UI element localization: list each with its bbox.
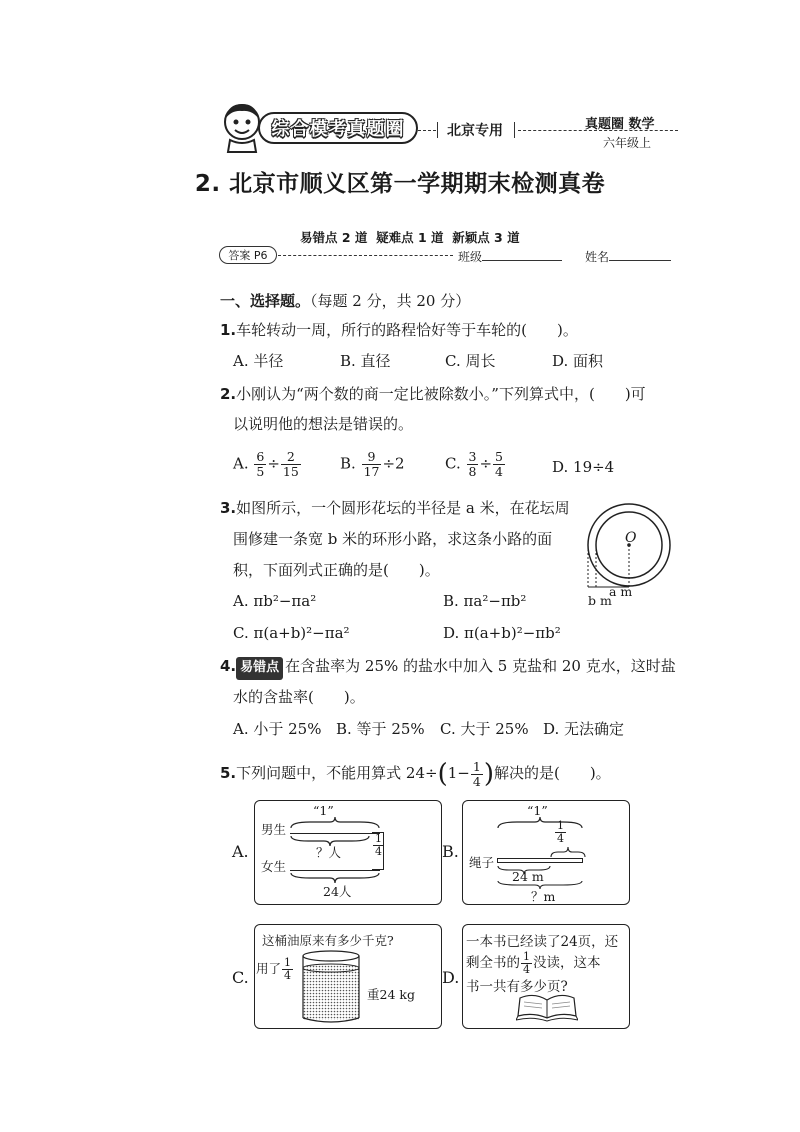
- answer-dash: [278, 255, 453, 256]
- panel-a-label: A.: [232, 842, 249, 861]
- question-4-line-2: 水的含盐率( )。: [233, 688, 365, 706]
- q3-option-b: B. πa²−πb²: [443, 592, 527, 610]
- panel-b-length: 24 m: [512, 869, 544, 884]
- class-field: 班级: [458, 248, 562, 265]
- question-3-line-3: 积，下面列式正确的是( )。: [233, 561, 440, 579]
- answer-reference: 答案 P6: [219, 246, 277, 264]
- q1-option-d: D. 面积: [552, 352, 604, 370]
- girls-bar: [290, 870, 380, 871]
- q1-option-b: B. 直径: [340, 352, 391, 370]
- q4-option-d: D. 无法确定: [543, 720, 625, 738]
- brace-top: [290, 816, 380, 830]
- question-3-line-1: 3.如图所示，一个圆形花坛的半径是 a 米，在花坛周: [220, 499, 570, 517]
- panel-a-question: ？人: [316, 845, 342, 860]
- q1-option-a: A. 半径: [233, 352, 284, 370]
- brace-top: [497, 816, 583, 830]
- question-5: 5.下列问题中，不能用算式 24÷(1− $\frac{1}{4}$ )解决的是( )。: [220, 758, 611, 789]
- panel-c-label: C.: [232, 968, 249, 987]
- header-divider: [514, 122, 515, 138]
- panel-b-label: B.: [442, 842, 459, 861]
- error-prone-tag: 易错点: [236, 657, 283, 680]
- panel-c-weight: 重24 kg: [367, 987, 415, 1002]
- q2-option-a: A. $\frac{6}{5}$ ÷ $\frac{2}{15}$: [233, 449, 299, 479]
- page-title: 2. 北京市顺义区第一学期期末检测真卷: [194, 171, 606, 197]
- panel-a-girls: 女生: [261, 859, 287, 874]
- panel-b-whole: “1”: [527, 803, 548, 818]
- q4-option-a: A. 小于 25%: [233, 720, 322, 738]
- name-field: 姓名: [585, 248, 671, 265]
- panel-d-label: D.: [442, 968, 460, 987]
- panel-b-fraction: $\frac{1}{4}$: [557, 819, 564, 846]
- panel-a-whole: “1”: [313, 803, 334, 818]
- grade-label: 六年级上: [603, 136, 652, 150]
- question-4-line-1: 4. 易错点 在含盐率为 25% 的盐水中加入 5 克盐和 20 克水，这时盐: [220, 654, 676, 680]
- q3-option-c: C. π(a+b)²−πa²: [233, 624, 350, 642]
- q3-option-a: A. πb²−πa²: [233, 592, 317, 610]
- panel-a-boys: 男生: [261, 822, 287, 837]
- question-1: 1.车轮转动一周，所行的路程恰好等于车轮的( )。: [220, 321, 578, 339]
- brace-part: [550, 846, 586, 858]
- banner-title: 综合模考真题圈: [258, 112, 418, 144]
- panel-c-used: 用了 $\frac{1}{4}$: [256, 956, 292, 983]
- q3-option-d: D. π(a+b)²−πb²: [443, 624, 561, 642]
- question-2-line-2: 以说明他的想法是错误的。: [233, 415, 414, 433]
- panel-a-total: 24人: [323, 884, 352, 899]
- section-heading: 一、选择题。（每题 2 分，共 20 分）: [220, 292, 471, 310]
- boys-bar: [290, 833, 380, 834]
- panel-d-line-2: 剩全书的 $\frac{1}{4}$ 没读，这本: [466, 950, 601, 977]
- question-2-line-1: 2.小刚认为“两个数的商一定比被除数小。”下列算式中，( )可: [220, 385, 646, 403]
- question-stats: 易错点 2 道 疑难点 1 道 新颖点 3 道: [300, 230, 520, 245]
- ring-width-label: b m: [588, 593, 612, 608]
- oil-barrel-icon: [300, 950, 362, 1024]
- q1-option-c: C. 周长: [445, 352, 496, 370]
- q2-option-d: D. 19÷4: [552, 458, 615, 476]
- circle-center-label: O: [625, 530, 637, 546]
- panel-c-question: 这桶油原来有多少千克?: [262, 933, 394, 948]
- panel-b-question: ？m: [531, 889, 556, 904]
- open-book-icon: [516, 992, 578, 1022]
- header-divider: [437, 122, 438, 138]
- radius-label: a m: [609, 584, 633, 599]
- q2-option-c: C. $\frac{3}{8}$ ÷ $\frac{5}{4}$: [445, 449, 503, 479]
- rope-bar: [497, 858, 583, 863]
- edition-label: 北京专用: [447, 123, 503, 139]
- q2-option-b: B. $\frac{9}{17}$ ÷2: [340, 449, 405, 479]
- header-dash-left: [418, 130, 436, 131]
- q4-option-c: C. 大于 25%: [440, 720, 529, 738]
- series-label: 真题圈 数学: [585, 117, 655, 132]
- q4-option-b: B. 等于 25%: [336, 720, 425, 738]
- panel-b-rope: 绳子: [469, 855, 495, 870]
- panel-d-line-3: 书一共有多少页?: [466, 979, 568, 995]
- panel-a-fraction: $\frac{1}{4}$: [375, 832, 382, 859]
- question-3-line-2: 围修建一条宽 b 米的环形小路，求这条小路的面: [233, 530, 553, 548]
- panel-d-line-1: 一本书已经读了24页，还: [466, 934, 619, 950]
